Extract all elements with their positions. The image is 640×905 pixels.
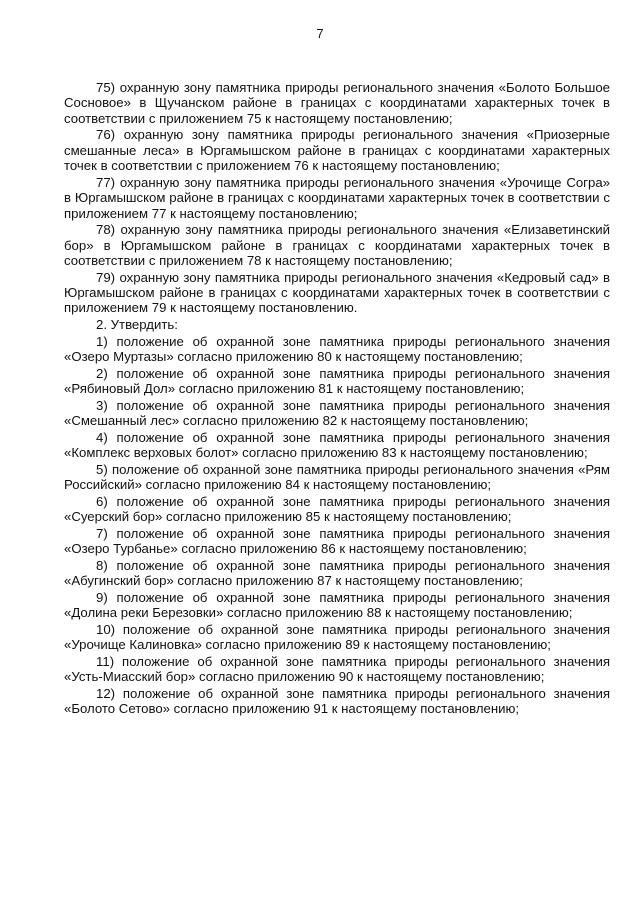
document-body xyxy=(64,80,610,718)
item-3: 3) положение об охранной зоне памятника природы регионального значения «Смешанный лес» согласно приложению 82 к настоящему постановлению; xyxy=(64,397,610,429)
item-1: 1) положение об охранной зоне памятника природы регионального значения «Озеро Муртазы» согласно приложению 80 к настоящему постановлению; xyxy=(64,333,610,365)
page-number: 7 xyxy=(316,26,324,41)
item-10: 10) положение об охранной зоне памятника природы регионального значения «Урочище Калиновка» согласно приложению 89 к настоящему постановлению; xyxy=(64,621,610,653)
item-4: 4) положение об охранной зоне памятника природы регионального значения «Комплекс верховых болот» согласно приложению 83 к настоящему постановлению; xyxy=(64,429,610,461)
item-7: 7) положение об охранной зоне памятника природы регионального значения «Озеро Турбанье» согласно приложению 86 к настоящему постановлению; xyxy=(64,525,610,557)
item-11: 11) положение об охранной зоне памятника природы регионального значения «Усть-Миасский бор» согласно приложению 90 к настоящему постановлению; xyxy=(64,653,610,685)
paragraph-76: 76) охранную зону памятника природы регионального значения «Приозерные смешанные леса» в Юргамышском районе в границах с координатами характерных точек в соответствии с приложением 76 к настоящему постановлению; xyxy=(64,127,610,174)
item-5: 5) положение об охранной зоне памятника природы регионального значения «Рям Российский» согласно приложению 84 к настоящему постановлению; xyxy=(64,461,610,493)
item-9: 9) положение об охранной зоне памятника природы регионального значения «Долина реки Березовки» согласно приложению 88 к настоящему постановлению; xyxy=(64,589,610,621)
item-8: 8) положение об охранной зоне памятника природы регионального значения «Абугинский бор» согласно приложению 87 к настоящему постановлению; xyxy=(64,557,610,589)
item-12: 12) положение об охранной зоне памятника природы регионального значения «Болото Сетово» согласно приложению 91 к настоящему постановлению; xyxy=(64,685,610,717)
paragraph-78: 78) охранную зону памятника природы регионального значения «Елизаветинский бор» в Юргамышском районе в границах с координатами характерных точек в соответствии с приложением 78 к настоящему постановлению; xyxy=(64,222,610,269)
section-2-heading: 2. Утвердить: xyxy=(96,317,178,333)
paragraph-79: 79) охранную зону памятника природы регионального значения «Кедровый сад» в Юргамышском районе в границах с координатами характерных точек в соответствии с приложением 79 к настоящему постановлению. xyxy=(64,269,610,316)
paragraph-77: 77) охранную зону памятника природы регионального значения «Урочище Согра» в Юргамышском районе в границах с координатами характерных точек в соответствии с приложением 77 к настоящему постановлению; xyxy=(64,174,610,221)
paragraph-75: 75) охранную зону памятника природы регионального значения «Болото Большое Сосновое» в Щучанском районе в границах с координатами характерных точек в соответствии с приложением 75 к настоящему постановлению; xyxy=(64,80,610,126)
item-2: 2) положение об охранной зоне памятника природы регионального значения «Рябиновый Дол» согласно приложению 81 к настоящему постановлению; xyxy=(64,365,610,397)
item-6: 6) положение об охранной зоне памятника природы регионального значения «Суерский бор» согласно приложению 85 к настоящему постановлению; xyxy=(64,493,610,525)
